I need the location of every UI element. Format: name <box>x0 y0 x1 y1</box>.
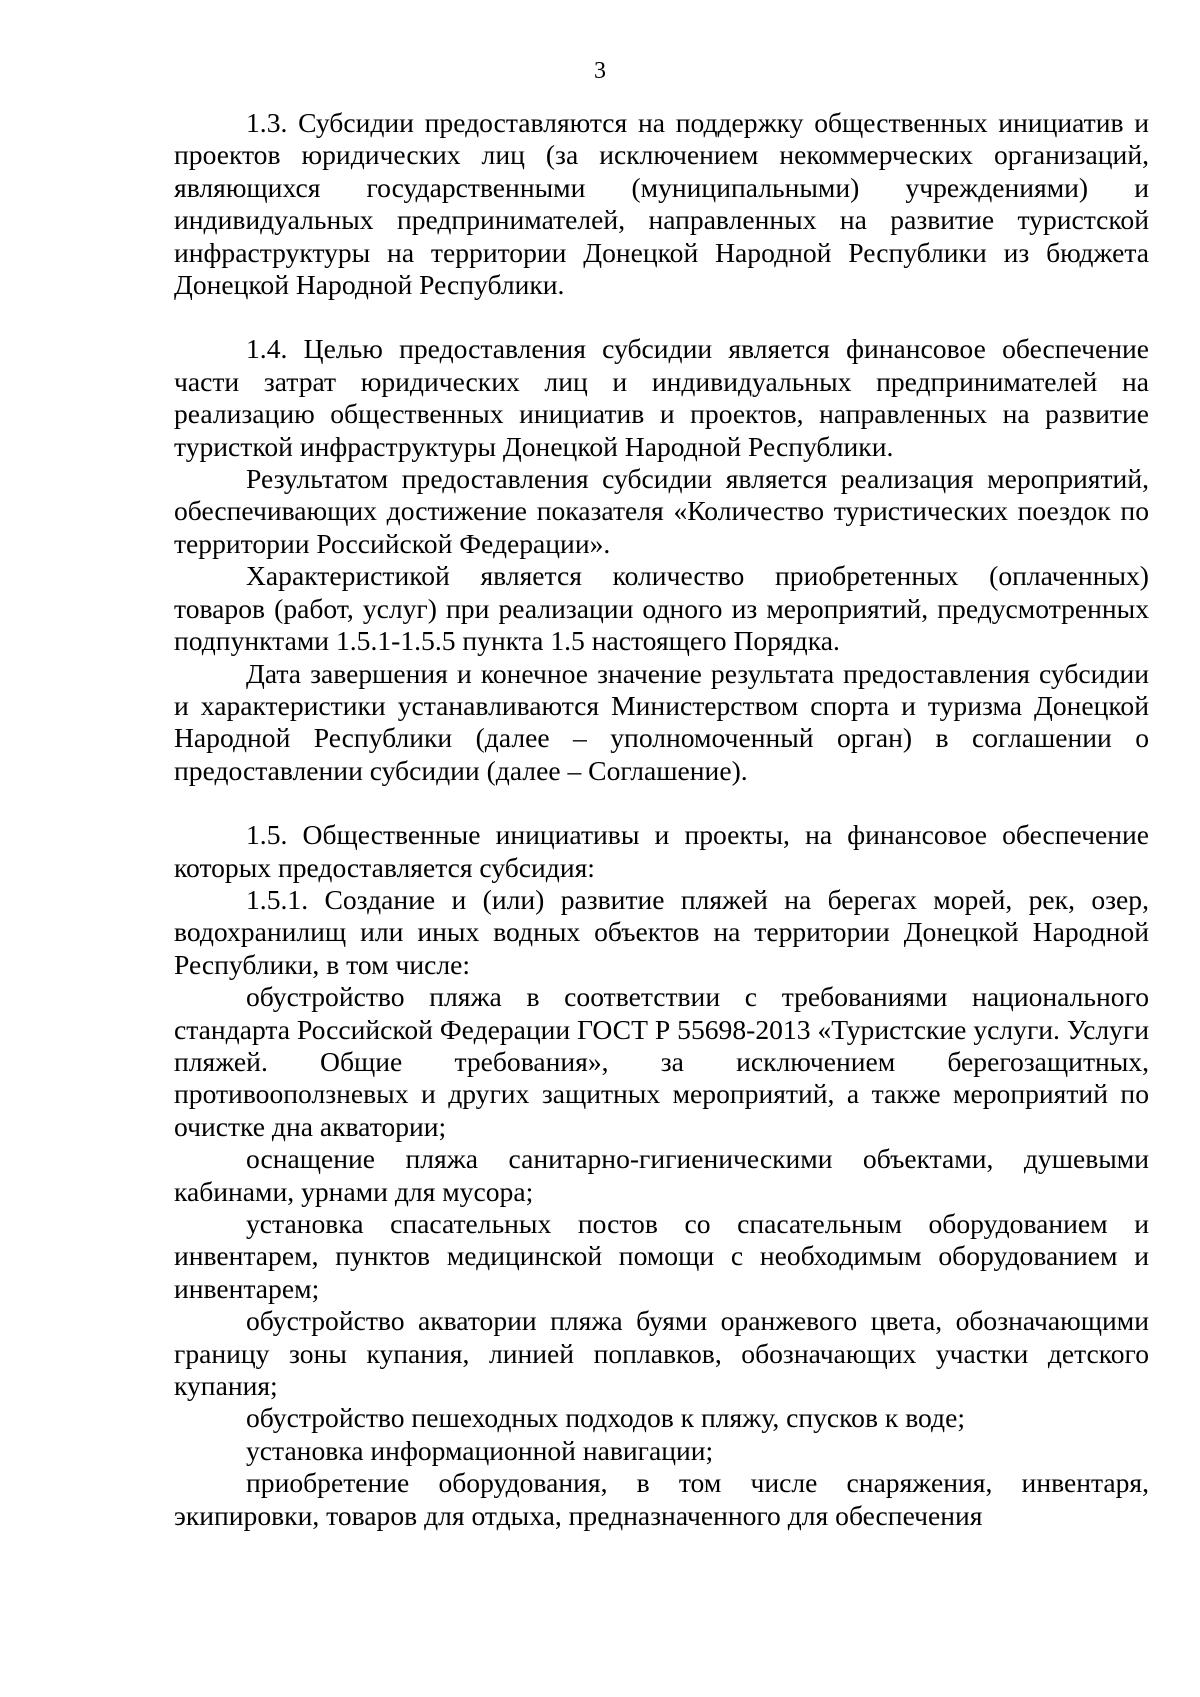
paragraph-buoys: обустройство акватории пляжа буями оранжевого цвета, обозначающими границу зоны купания, линией поплавков, обозначающих участки детского купания; <box>174 1305 1149 1402</box>
paragraph-rescue-posts: установка спасательных постов со спасательным оборудованием и инвентарем, пунктов медицинской помощи с необходимым оборудованием и инвентарем; <box>174 1208 1149 1304</box>
paragraph-result: Результатом предоставления субсидии является реализация мероприятий, обеспечивающих достижение показателя «Количество туристических поездок по территории Российской Федерации». <box>174 463 1149 559</box>
paragraph-1-4: 1.4. Целью предоставления субсидии является финансовое обеспечение части затрат юридических лиц и индивидуальных предпринимателей на реализацию общественных инициатив и проектов, направленных на развитие туристкой инфраструктуры Донецкой Народной Республики. <box>174 333 1149 462</box>
page-number: 3 <box>594 58 606 84</box>
paragraph-1-5-1: 1.5.1. Создание и (или) развитие пляжей на берегах морей, рек, озер, водохранилищ или иных водных объектов на территории Донецкой Народной Республики, в том числе: <box>174 883 1149 980</box>
paragraph-sanitary-objects: оснащение пляжа санитарно-гигиеническими объектами, душевыми кабинами, урнами для мусора; <box>174 1143 1149 1207</box>
paragraph-beach-arrangement: обустройство пляжа в соответствии с требованиями национального стандарта Российской Федерации ГОСТ Р 55698-2013 «Туристские услуги. Услуги пляжей. Общие требования», за исключением берегозащитных, противооползневых и других защитных мероприятий, а также мероприятий по очистке дна акватории; <box>174 981 1149 1142</box>
paragraph-characteristic: Характеристикой является количество приобретенных (оплаченных) товаров (работ, услуг) при реализации одного из мероприятий, предусмотренных подпунктами 1.5.1-1.5.5 пункта 1.5 настоящего Порядка. <box>174 560 1149 657</box>
document-body <box>174 107 1149 1532</box>
paragraph-completion-date: Дата завершения и конечное значение результата предоставления субсидии и характеристики устанавливаются Министерством спорта и туризма Донецкой Народной Республики (далее – уполномоченный орган) в соглашении о предоставлении субсидии (далее – Соглашение). <box>174 657 1149 786</box>
paragraph-1-3: 1.3. Субсидии предоставляются на поддержку общественных инициатив и проектов юридических лиц (за исключением некоммерческих организаций, являющихся государственными (муниципальными) учреждениями) и индивидуальных предпринимателей, направленных на развитие туристской инфраструктуры на территории Донецкой Народной Республики из бюджета Донецкой Народной Республики. <box>174 107 1149 301</box>
paragraph-pedestrian-approaches: обустройство пешеходных подходов к пляжу, спусков к воде; <box>246 1402 965 1434</box>
paragraph-equipment-purchase: приобретение оборудования, в том числе снаряжения, инвентаря, экипировки, товаров для отдыха, предназначенного для обеспечения <box>174 1467 1149 1531</box>
paragraph-information-navigation: установка информационной навигации; <box>246 1434 714 1466</box>
paragraph-1-5: 1.5. Общественные инициативы и проекты, на финансовое обеспечение которых предоставляется субсидия: <box>174 819 1149 883</box>
